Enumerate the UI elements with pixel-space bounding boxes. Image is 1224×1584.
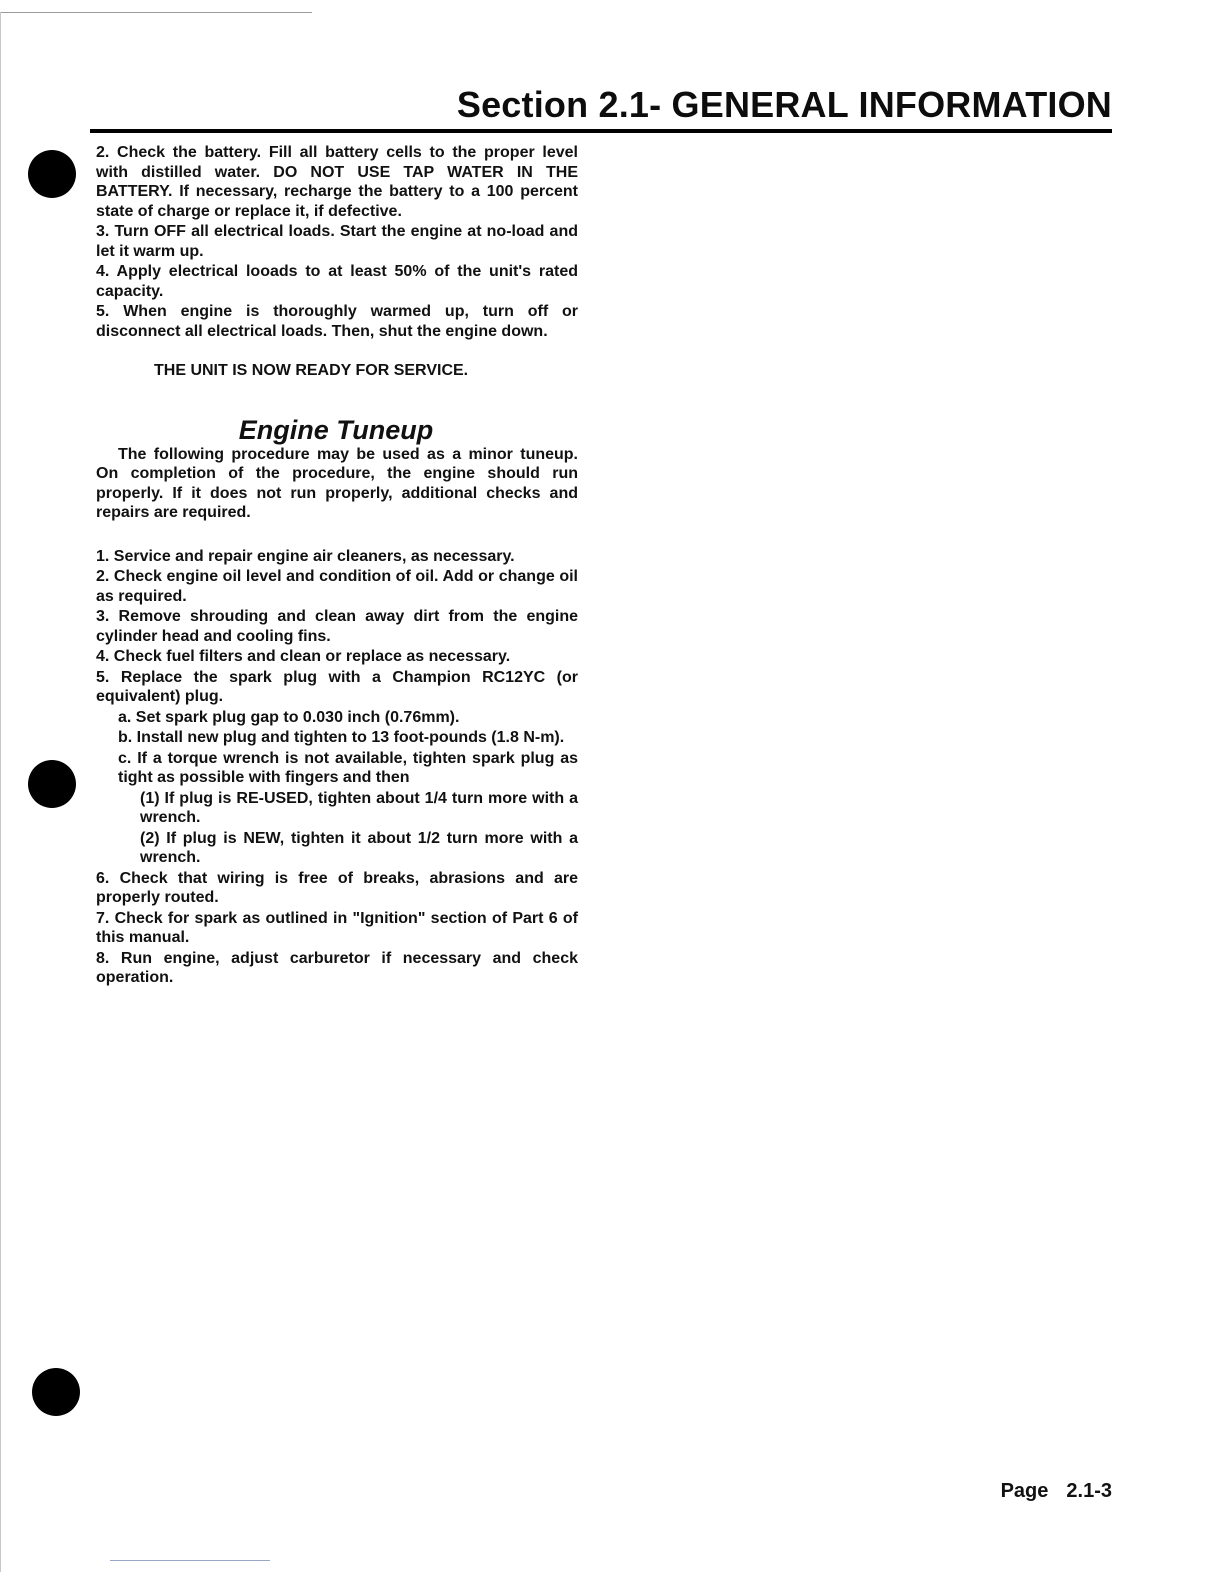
page-label: Page [1000,1480,1049,1502]
tuneup-subsubstep: (2) If plug is NEW, tighten it about 1/2 turn more with a wrench. [140,829,578,866]
tuneup-heading: Engine Tuneup [238,414,434,445]
shutdown-step: 5. When engine is thoroughly warmed up, turn off or disconnect all electrical loads. Then, shut the engine down. [96,303,578,340]
section-title: Section 2.1- GENERAL INFORMATION [456,84,1112,125]
scan-edge-bottom [110,1560,270,1561]
tuneup-step: 3. Remove shrouding and clean away dirt from the engine cylinder head and cooling fins. [96,608,578,645]
page-number [1001,1480,1112,1503]
tuneup-step: 1. Service and repair engine air cleaners, as necessary. [96,547,515,565]
tuneup-step: 7. Check for spark as outlined in "Ignition" section of Part 6 of this manual. [96,909,578,946]
scan-edge-left [0,12,1,1572]
battery-step: 2. Check the battery. Fill all battery cells to the proper level with distilled water. DO NOT USE TAP WATER IN THE BATTERY. If necessary, recharge the battery to a 100 percent state of charge or replace it, if defective. [96,144,578,220]
binder-hole-top [28,150,76,198]
tuneup-intro: The following procedure may be used as a minor tuneup. On completion of the procedure, the engine should run properly. If it does not run properly, additional checks and repairs are required. [96,445,578,521]
scan-edge-top [0,12,312,13]
tuneup-substep: a. Set spark plug gap to 0.030 inch (0.76mm). [118,708,460,726]
tuneup-steps [96,547,578,988]
main-column [96,143,578,988]
tuneup-substep: b. Install new plug and tighten to 13 foot-pounds (1.8 N-m). [118,729,565,746]
binder-hole-middle [28,760,76,808]
binder-hole-bottom [32,1368,80,1416]
loads-off-step: 3. Turn OFF all electrical loads. Start the engine at no-load and let it warm up. [96,223,578,260]
tuneup-step: 2. Check engine oil level and condition of oil. Add or change oil as required. [96,568,578,605]
apply-loads-step: 4. Apply electrical looads to at least 50% of the unit's rated capacity. [96,263,578,300]
tuneup-step: 8. Run engine, adjust carburetor if necessary and check operation. [96,949,578,986]
page-number-value: 2.1-3 [1066,1480,1112,1502]
ready-notice: THE UNIT IS NOW READY FOR SERVICE. [154,362,469,379]
tuneup-step: 5. Replace the spark plug with a Champion RC12YC (or equivalent) plug. [96,668,578,705]
title-rule [90,129,1112,133]
tuneup-substep: c. If a torque wrench is not available, tighten spark plug as tight as possible with fingers and then [118,749,578,786]
tuneup-step: 6. Check that wiring is free of breaks, abrasions and are properly routed. [96,869,578,906]
tuneup-step: 4. Check fuel filters and clean or replace as necessary. [96,648,511,665]
tuneup-subsubstep: (1) If plug is RE-USED, tighten about 1/4 turn more with a wrench. [140,789,578,826]
